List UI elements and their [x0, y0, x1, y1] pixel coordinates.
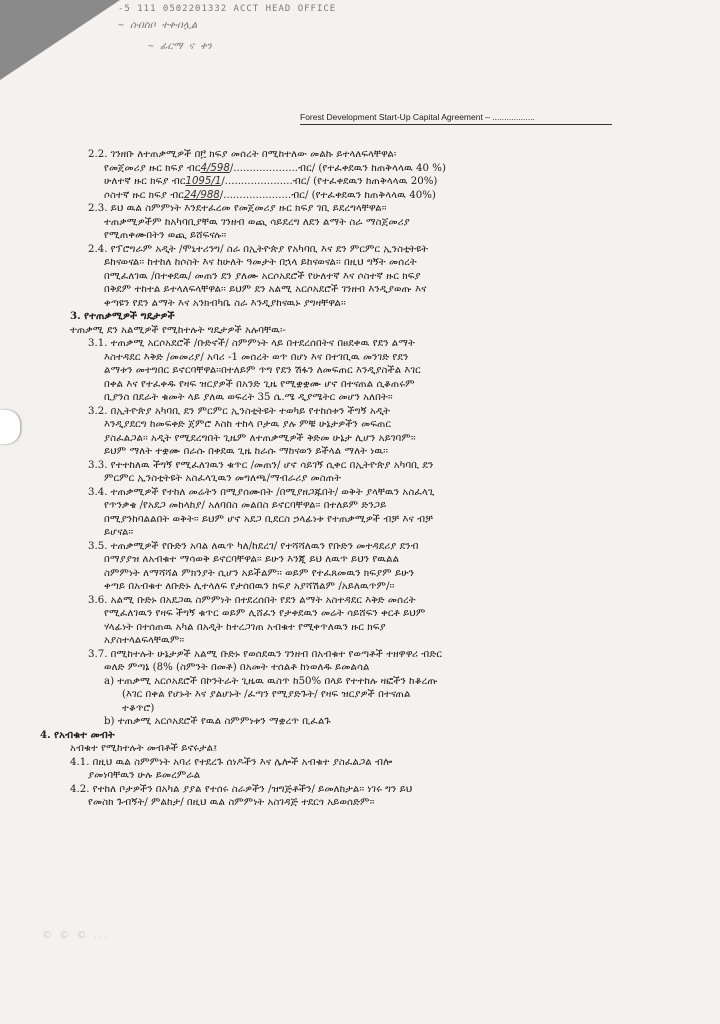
text-line [30, 391, 690, 405]
text-line [30, 229, 690, 243]
line-text: 2.4. የፕሮግራም አዲት /ሞኒተሪንግ/ ስራ በኢትዮጵያ የአካባቢ እና ደን ምርምር ኢንስቲትዩት [88, 243, 429, 255]
faint-watermark: © © © ... [42, 930, 110, 941]
text-line [30, 486, 690, 500]
document-header: Forest Development Start-Up Capital Agreement – .................. [300, 112, 612, 125]
line-tail: /.....................ብር/ (የተፈቀደዉን ከጠቅላላዉ 40%) [219, 189, 436, 201]
line-text: (እገር በቀል የሆኑት እና ያልሆኑት /ፈጣን የሚያድጉት/ የዛፍ ዝርያዎች በተናጠል [122, 689, 411, 700]
line-tail: /.....................ብር/ (የተፈቀደዉን ከጠቅላላዉ 20%) [221, 176, 438, 187]
line-text: 3.5. ተጠቃሚዎች የቡድን አባል ለዉጥ ካለ/ከደረገ/ የተሻሻለዉን የቡድን መተዳደሪያ ደንብ [88, 540, 419, 552]
text-line [30, 243, 690, 257]
text-line [30, 769, 690, 783]
line-text: የመስክ ጉብኝት/ ምልከታ/ በዚህ ዉል ስምምነት አስገዳጅ ተደርጎ አይወሰድም፡፡ [88, 797, 375, 808]
line-text: 3.1. ተጠቃሚ አርሶአደሮች /ቡድኖች/ ስምምነት ላይ በተደረሰበትና በፀደቀዉ የደን ልማት [88, 338, 415, 349]
text-line [30, 418, 690, 432]
text-line [30, 553, 690, 567]
line-text: ይከናወናል፡፡ ከተከለ ከሶስት እና ከሁለት ዓመታት በኋላ ይከናወናል፡፡ በዚህ ግኝት መሰረት [104, 257, 417, 268]
line-text: ሃላፊነት በተሰጠዉ አካል በአዲት ከተረጋገጠ አብቁተ የሚቀጥለዉን ዙር ክፍያ [104, 621, 386, 633]
line-text: ልማቱን መተግበር ይኖርባቸዋል፡፡በተለይም ጥግ የደን ሽፋን ለመፍጠር እንዲያስችል እገር [104, 365, 421, 376]
line-text: ቢያንስ በደራት ቁመት ላይ ያለዉ ወፍረት 35 ሴ.ሜ ዲያሜትር መሆን አለበት፡፡ [104, 392, 393, 403]
handwritten-amount: 1095/1 [185, 176, 222, 187]
text-line [30, 405, 690, 419]
line-text: የጥንቃቄ /የአደጋ መከላከያ/ አለባበስ መልበስ ይኖርባቸዋል፡፡ በተለይም ድንጋይ [104, 500, 387, 511]
line-tail: /....................ብር/ (የተፈቀደዉን ከጠቅላላዉ 40 %) [229, 162, 446, 174]
text-line [30, 297, 690, 311]
document-body [30, 148, 690, 810]
text-line [30, 513, 690, 527]
text-line [30, 162, 690, 176]
text-line [30, 702, 690, 716]
text-line [30, 688, 690, 702]
line-text: b) ተጠቃሚ አርሶአደሮች የዉል ስምምነቱን ማቋረጥ ቢፈልጉ [104, 716, 331, 727]
line-text: 3.6. አልሚ ቡድኑ በአደጋዉ ስምምነት በተደረሰበት የደን ልማት አስተዳደር እቅድ መሰረት [88, 594, 416, 606]
line-text: 3. የተጠቃሚዎች ግዴታዎች [70, 310, 175, 322]
text-line [30, 607, 690, 621]
text-line [30, 540, 690, 554]
torn-punch-hole [0, 410, 20, 444]
text-line [30, 499, 690, 513]
text-line [30, 351, 690, 365]
text-line [30, 675, 690, 689]
line-text: ተቆጥሮ) [122, 702, 155, 714]
line-text: የሚጠቀሙበትን ወጪ ይሸፍናሉ፡፡ [104, 230, 227, 241]
text-line [30, 621, 690, 635]
line-text: 3.3. የተተከለዉ ችግኝ የሚፈለገዉን ቁጥር /መጠን/ ሆኖ ሳይገኝ ሲቀር በኢትዮጵያ አካባቢ ደን [88, 459, 434, 471]
line-text: ይህም ማለት ተቋሙ በራሱ በቀደዉ ጊዜ ከራሱ ማከናወን ይችላል ማለት ነዉ፡፡ [104, 446, 388, 457]
text-line [30, 256, 690, 270]
line-text: በቀል እና የተፈቀዱ የዛፍ ዝርያዎች በአንድ ጊዜ የሚቋቋሙ ሆኖ በተናጠል ሲቆጠሩም [104, 378, 415, 390]
text-line [30, 526, 690, 540]
line-text: የመጀመሪያ ዙር ክፍያ ብር [104, 162, 201, 174]
handwritten-amount: 4/598 [200, 162, 230, 174]
text-line [30, 445, 690, 459]
handwritten-amount: 24/988 [183, 189, 220, 201]
line-text: 2.3. ይህ ዉል ስምምነት እንደተፈረመ የመጀመሪያ ዙር ክፍያ ገቢ ይደረግላቸዋል፡፡ [88, 203, 387, 214]
received-stamp [118, 4, 538, 52]
text-line [30, 378, 690, 392]
line-text: ይሆናል፡፡ [104, 527, 134, 538]
text-line [30, 283, 690, 297]
text-line [30, 364, 690, 378]
text-line [30, 202, 690, 216]
line-text: ወለድ ምጣኔ (8% (ስምንት በመቶ) በአመት ተሰልቶ ከነወለዱ ይመልሳል [104, 662, 370, 673]
line-text: እስተዳደር እቅድ /መመሪያ/ አባሪ -1 መሰረት ወጥ በሆነ እና በተገቢዉ መንገድ የደን [104, 351, 409, 363]
line-text: እንዲያደርግ ከመፍቀድ ጀምሮ እስከ ተከላ ቦታዉ ያሉ ምቹ ሁኔታዎችን መፍጠር [104, 419, 392, 430]
text-line [30, 270, 690, 284]
stamp-line-3: ~ ፊርማ ና ቀን [148, 41, 212, 52]
line-text: ተጠቃሚ ደን አልሚዎች የሚከተሉት ግዴታዎች አሉባቸዉ፡- [70, 324, 286, 336]
stamp-line-2: ~ ሰብስቦ ተቀብሏል [118, 20, 198, 31]
line-text: ያስፈልጋል፡፡ አዲት የሚደረግበት ጊዜም ለተጠቃሚዎች ቅድመ ሁኔታ ሊሆን አይገባም፡፡ [104, 432, 416, 444]
line-text: አያስተላልፍላቸዉም፡፡ [104, 635, 185, 646]
line-text: ያመነባቸዉን ሁሉ ይመረምራል [88, 770, 201, 781]
line-text: የሚፈለገዉን የዛፍ ችግኝ ቁጥር ወይም ሊሸፈን የታቀደዉን መሬት ሳይሸፍን ቀርቶ ይህም [104, 608, 426, 619]
text-line [30, 715, 690, 729]
text-line [30, 189, 690, 203]
text-line [30, 324, 690, 338]
line-text: 2.2. ገንዘቡ ለተጠቃሚዎች በ፫ ክፍያ መሰረት በሚከተለው መልኩ ይተላለፍላቸዋል፡ [88, 149, 397, 160]
text-line [30, 729, 690, 743]
line-text: ቀጣይ በአብቁተ ለቡድኑ ሊተላለፍ የታሰበዉን ክፍያ አያሻሽልም /አይለዉጥም/፡፡ [104, 581, 395, 592]
text-line [30, 216, 690, 230]
line-text: ምርምር ኢንስቲትዩት አስፈላጊዉን መግለጫ/ማብራሪያ መስጠት [104, 473, 342, 484]
line-text: 4.1. በዚህ ዉል ስምምነት አባሪ የተደረጉ ሰነዶችን እና ሌሎች አብቁተ ያስፈልጋል ብሎ [70, 756, 393, 768]
line-text: 3.4. ተጠቃሚዎች የተከለ መሬትን በሚያሰሙበት /በሚያዘጋጁበት/ ወቅት ያላቸዉን አስፈላጊ [88, 486, 435, 498]
text-line [30, 742, 690, 756]
line-text: 4. የአብቁተ መብት [40, 728, 115, 741]
text-line [30, 661, 690, 675]
text-line [30, 580, 690, 594]
line-text: ተጠቃሚዎችም ከአካባቢያቸዉ ገንዘብ ወጪ ሳይደረግ ለደን ልማት ስራ ማስጀመሪያ [104, 216, 410, 228]
line-text: ሶስተኛ ዙር ክፍያ ብር [104, 189, 184, 201]
line-text: ቀጣዩን የደን ልማት እና አንክብካቤ ስራ እንዲያከናዉኑ ያግዛቸዋል፡፡ [104, 297, 346, 309]
text-line [30, 175, 690, 189]
text-line [30, 432, 690, 446]
line-text: 4.2. የተከለ ቦታዎችን በአካል ያያል የተሰሩ ስራዎችን /ዝግጅቶችን/ ይመለከታል፡፡ ነገሩ ግን ይህ [70, 783, 413, 795]
text-line [30, 310, 690, 324]
text-line [30, 756, 690, 770]
stamp-line-1: -5 111 0502201332 ACCT HEAD OFFICE [118, 4, 337, 14]
text-line [30, 796, 690, 810]
line-text: በሚፈለገዉ /በተቀደዉ/ መጠን ደን ያለሙ አርሶአደሮች የሁለተኛ እና ሶስተኛ ዙር ክፍያ [104, 270, 421, 282]
line-text: በቅደም ተከተል ይተላለፍላቸዋል፡፡ ይህም ደን አልሚ አርሶአደሮች ገንዘብ እንዲያወጡ እና [104, 284, 427, 295]
text-line [30, 567, 690, 581]
text-line [30, 472, 690, 486]
text-line [30, 648, 690, 662]
text-line [30, 594, 690, 608]
line-text: 3.2. በኢትዮጵያ አካባቢ ደን ምርምር ኢንስቲትዩት ተወካይ የተከሰቱን ችግኝ አዲት [88, 405, 391, 417]
line-text: ሁለተኛ ዙር ክፍያ ብር [104, 176, 186, 187]
text-line [30, 634, 690, 648]
text-line [30, 459, 690, 473]
line-text: 3.7. በሚከተሉት ሁኔታዎች አልሚ ቡድኑ የወሰደዉን ገንዘብ በአብቁተ የወጣቶች ተዘዋዋሪ ብድር [88, 648, 442, 660]
line-text: በማያያዝ ለአብቁተ ማሳወቅ ይኖርባቸዋል፡፡ ይሁን እንጂ ይህ ለዉጥ ይህን የዉልል [104, 554, 400, 565]
line-text: አብቁተ የሚከተሉት መብቶች ይኖሩታል፤ [70, 743, 218, 754]
line-text: ስምምነት ለማሻሻል ምክንያት ሲሆን አይችልም፡፡ ወይም የተፈጸመዉን ክፍያም ይሁን [104, 567, 415, 579]
text-line [30, 337, 690, 351]
line-text: a) ተጠቃሚ አርሶአደሮች በኮንትራት ጊዜዉ ዉስጥ ከ50% በላይ የተተከሉ ዛፎችን ከቆረጡ [104, 675, 438, 687]
folded-corner [0, 0, 120, 80]
text-line [30, 148, 690, 162]
text-line [30, 783, 690, 797]
line-text: በሚያንከባልልበት ወቅት፡፡ ይህም ሆኖ አደጋ ቢደርስ ኃላፊነቱ የተጠቃሚዎች ብቻ እና ብቻ [104, 513, 433, 525]
